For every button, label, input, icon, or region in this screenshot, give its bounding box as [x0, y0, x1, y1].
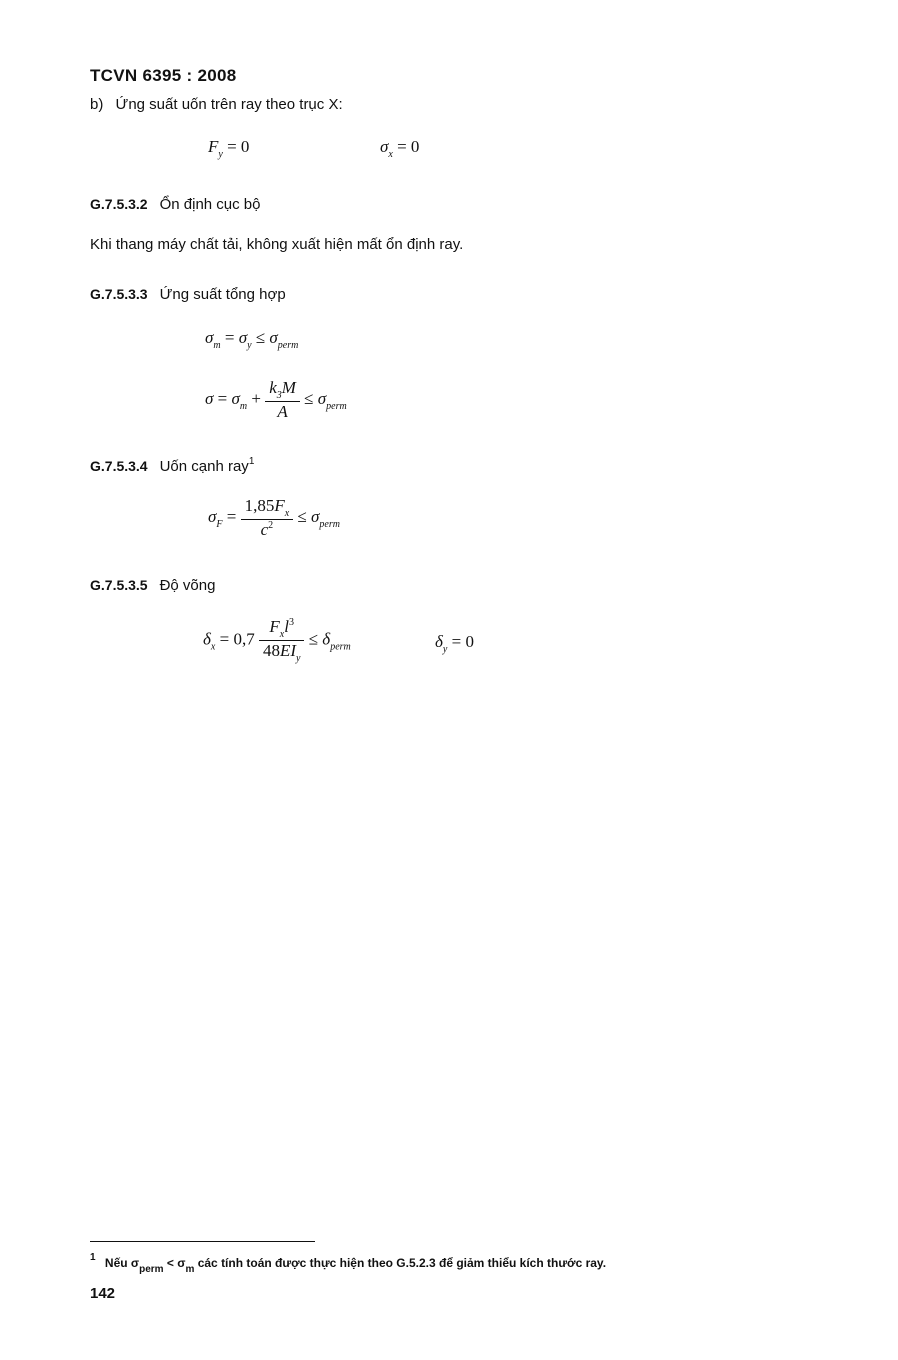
equation-sigma-total: $\sigma = \sigma_m$ + $\frac{k_3M}{A}$ ≤ $\sigma_{perm}$: [205, 378, 347, 421]
equation-sigma-m: $\sigma_m = \sigma_y \le \sigma_{perm}$: [205, 328, 299, 351]
section-number: G.7.5.3.4: [90, 458, 148, 474]
footnote-sub-perm: perm: [139, 1264, 164, 1275]
equation-delta-y: $\delta_y = 0$: [435, 632, 474, 655]
section-g75335: [90, 577, 215, 594]
section-g75333: [90, 286, 286, 303]
equation-sigma-f: $\sigma_F$ = $\frac{1,85F_x}{c^2}$ ≤ $\sigma_{perm}$: [208, 496, 340, 539]
footnote: [90, 1252, 606, 1275]
fraction-k3m-a: $\frac{k_3M}{A}$: [265, 378, 300, 422]
page-number: 142: [90, 1285, 116, 1302]
section-g75332: [90, 196, 261, 213]
equation-fy: $F_y = 0$: [208, 137, 250, 160]
item-b-label: b): [90, 96, 104, 113]
footnote-ref: 1: [248, 456, 255, 467]
footnote-divider: [90, 1241, 315, 1242]
footnote-sub-m: m: [185, 1264, 195, 1275]
fraction-185fx-c2: $\frac{1,85F_x}{c^2}$: [241, 496, 294, 540]
stability-paragraph: Khi thang máy chất tải, không xuất hiện mất ổn định ray.: [90, 236, 464, 253]
standard-header: TCVN 6395 : 2008: [90, 66, 237, 85]
footnote-text-after: các tính toán được thực hiện theo G.5.2.3 để giảm thiểu kích thước ray.: [194, 1256, 607, 1270]
section-title: Ổn định cục bộ: [159, 196, 261, 213]
item-b: [90, 96, 343, 113]
section-title: Độ võng: [159, 577, 216, 594]
equation-delta-x: $\delta_x = 0,7$ $\frac{F_xl^3}{48EI_y}$ ≤ $\delta_{perm}$: [203, 617, 351, 664]
footnote-text-mid: < σ: [163, 1256, 186, 1270]
fraction-fxl3-48ei: $\frac{F_xl^3}{48EI_y}$: [259, 617, 305, 664]
section-number: G.7.5.3.5: [90, 577, 148, 593]
section-number: G.7.5.3.2: [90, 196, 148, 212]
section-g75334: [90, 456, 254, 475]
section-title: Ứng suất tổng hợp: [159, 286, 286, 303]
footnote-marker: 1: [90, 1252, 96, 1263]
equation-sigma-x: $\sigma_x = 0$: [380, 137, 420, 160]
section-title: Uốn cạnh ray: [159, 458, 249, 475]
item-b-text: Ứng suất uốn trên ray theo trục X:: [115, 96, 343, 113]
section-number: G.7.5.3.3: [90, 286, 148, 302]
footnote-text-before: Nếu σ: [104, 1256, 140, 1270]
